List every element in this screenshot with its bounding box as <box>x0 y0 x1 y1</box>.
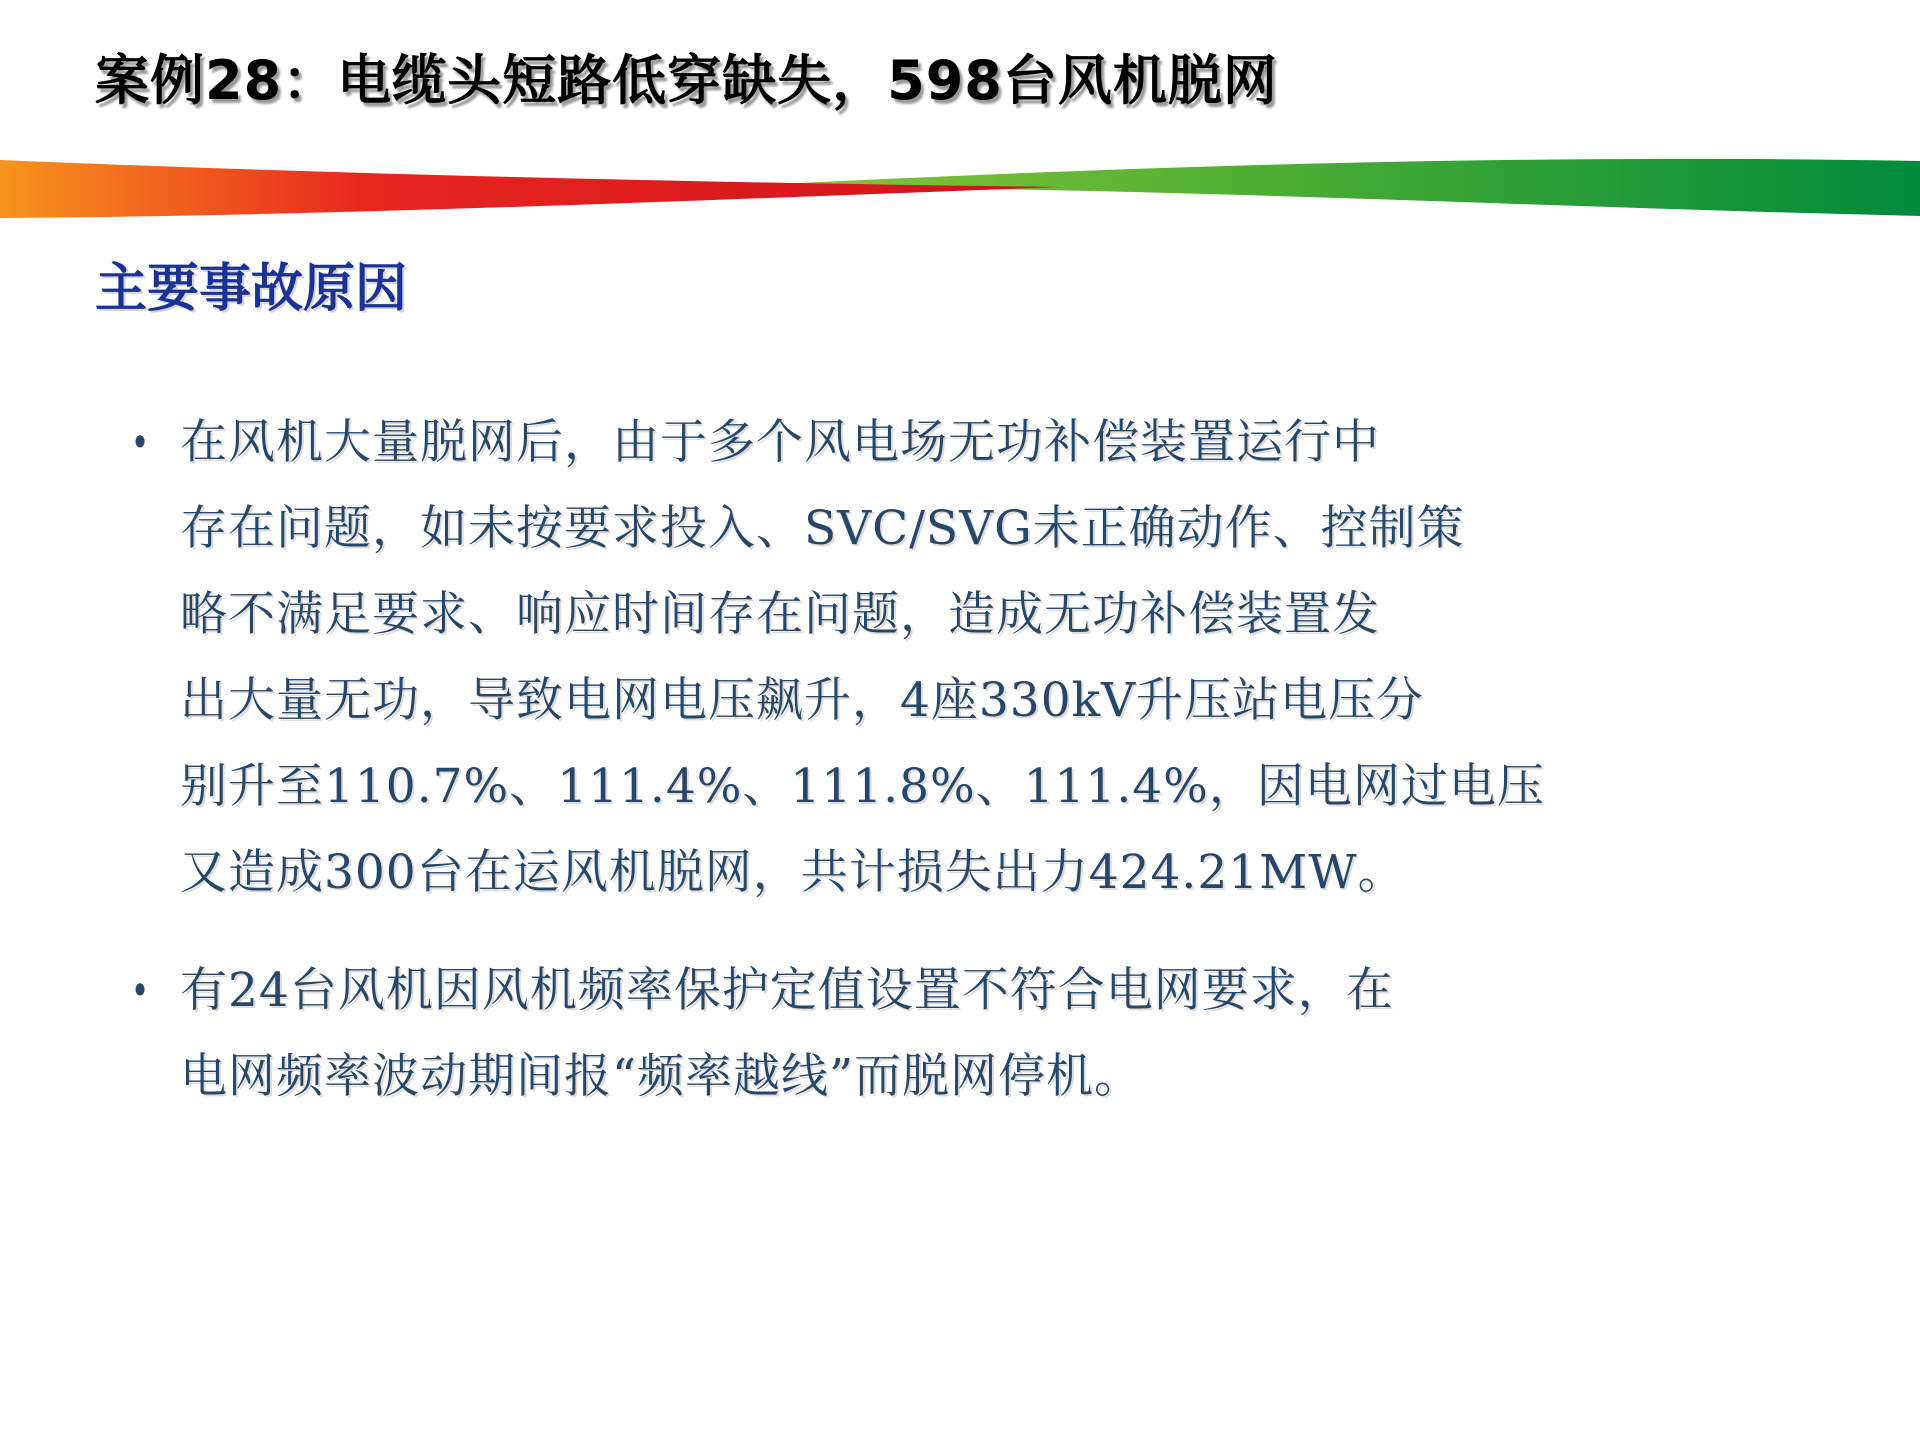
bullet-list <box>100 400 1700 1120</box>
bullet-item <box>100 400 1700 916</box>
section-heading: 主要事故原因 <box>95 259 408 319</box>
slide-title: 案例28：电缆头短路低穿缺失，598台风机脱网 <box>95 49 1278 112</box>
bullet-text-line: 存在问题，如未按要求投入、SVC/SVG未正确动作、控制策 <box>180 501 1465 556</box>
bullet-text-line: 有24台风机因风机频率保护定值设置不符合电网要求，在 <box>180 963 1394 1018</box>
bullet-item <box>100 948 1700 1120</box>
bullet-text-line: 在风机大量脱网后，由于多个风电场无功补偿装置运行中 <box>180 415 1380 470</box>
bullet-text-line: 电网频率波动期间报“频率越线”而脱网停机。 <box>180 1049 1143 1104</box>
bullet-text <box>180 948 1700 1120</box>
ribbon-wave-graphic <box>0 130 1920 235</box>
bullet-marker: • <box>130 418 150 467</box>
bullet-text-line: 又造成300台在运风机脱网，共计损失出力424.21MW。 <box>180 845 1406 900</box>
bullet-text-line: 略不满足要求、响应时间存在问题，造成无功补偿装置发 <box>180 587 1380 642</box>
bullet-marker: • <box>130 966 150 1015</box>
bullet-text-line: 别升至110.7%、111.4%、111.8%、111.4%，因电网过电压 <box>180 759 1545 814</box>
bullet-text-line: 出大量无功，导致电网电压飙升，4座330kV升压站电压分 <box>180 673 1425 728</box>
bullet-text <box>180 400 1700 916</box>
ribbon-red-wave <box>0 160 1060 218</box>
